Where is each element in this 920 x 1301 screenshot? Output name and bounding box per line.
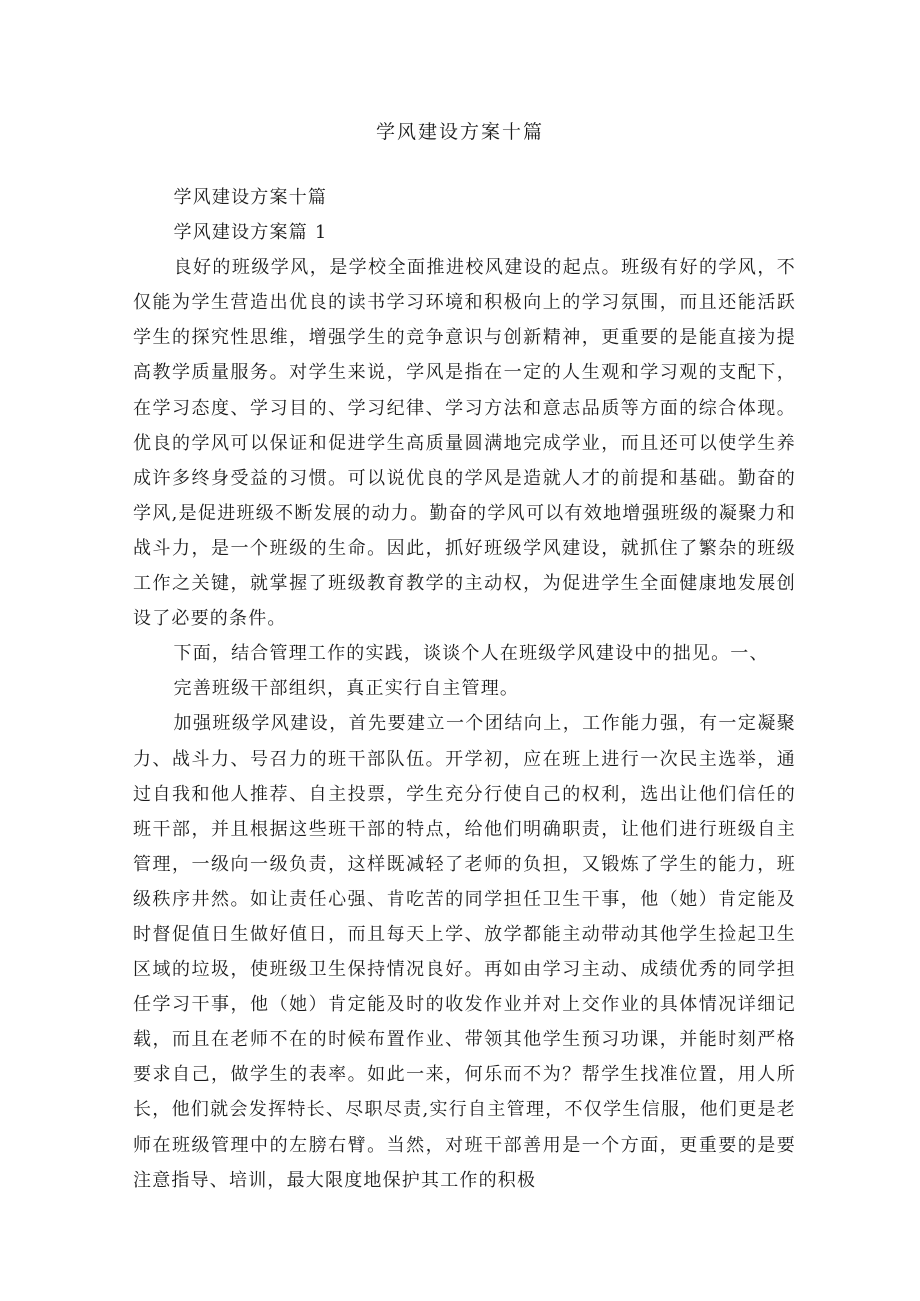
- paragraph-intro: 良好的班级学风，是学校全面推进校风建设的起点。班级有好的学风，不仅能为学生营造出优良的读书学习环境和积极向上的学习氛围，而且还能活跃学生的探究性思维，增强学生的竞争意识与创新精神，更重要的是能直接为提高教学质量服务。对学生来说，学风是指在一定的人生观和学习观的支配下，在学习态度、学习目的、学习纪律、学习方法和意志品质等方面的综合体现。优良的学风可以保证和促进学生高质量圆满地完成学业，而且还可以使学生养成许多终身受益的习惯。可以说优良的学风是造就人才的前提和基础。勤奋的学风,是促进班级不断发展的动力。勤奋的学风可以有效地增强班级的凝聚力和战斗力，是一个班级的生命。因此，抓好班级学风建设，就抓住了繁杂的班级工作之关键，就掌握了班级教育教学的主动权，为促进学生全面健康地发展创设了必要的条件。: [133, 257, 796, 630]
- point-heading: 完善班级干部组织，真正实行自主管理。: [173, 678, 520, 700]
- paragraph-transition: 下面，结合管理工作的实践，谈谈个人在班级学风建设中的拙见。一、: [173, 643, 769, 665]
- subtitle-line: 学风建设方案十篇: [173, 187, 328, 208]
- paragraph-class-cadres: 加强班级学风建设，首先要建立一个团结向上，工作能力强，有一定凝聚力、战斗力、号召力的班干部队伍。开学初，应在班上进行一次民主选举，通过自我和他人推荐、自主投票，学生充分行使自己的权利，选出让他们信任的班干部，并且根据这些班干部的特点，给他们明确职责，让他们进行班级自主管理，一级向一级负责，这样既减轻了老师的负担，又锻炼了学生的能力，班级秩序井然。如让责任心强、肯吃苦的同学担任卫生干事，他（她）肯定能及时督促值日生做好值日，而且每天上学、放学都能主动带动其他学生捡起卫生区域的垃圾，使班级卫生保持情况良好。再如由学习主动、成绩优秀的同学担任学习干事，他（她）肯定能及时的收发作业并对上交作业的具体情况详细记载，而且在老师不在的时候布置作业、带领其他学生预习功课，并能时刻严格要求自己，做学生的表率。如此一来，何乐而不为？帮学生找准位置，用人所长，他们就会发挥特长、尽职尽责,实行自主管理，不仅学生信服，他们更是老师在班级管理中的左膀右臂。当然，对班干部善用是一个方面，更重要的是要注意指导、培训，最大限度地保护其工作的积极: [133, 713, 796, 1191]
- page-title: 学风建设方案十篇: [375, 121, 544, 143]
- document-body: [133, 180, 796, 1198]
- section-heading: 学风建设方案篇 1: [173, 222, 328, 244]
